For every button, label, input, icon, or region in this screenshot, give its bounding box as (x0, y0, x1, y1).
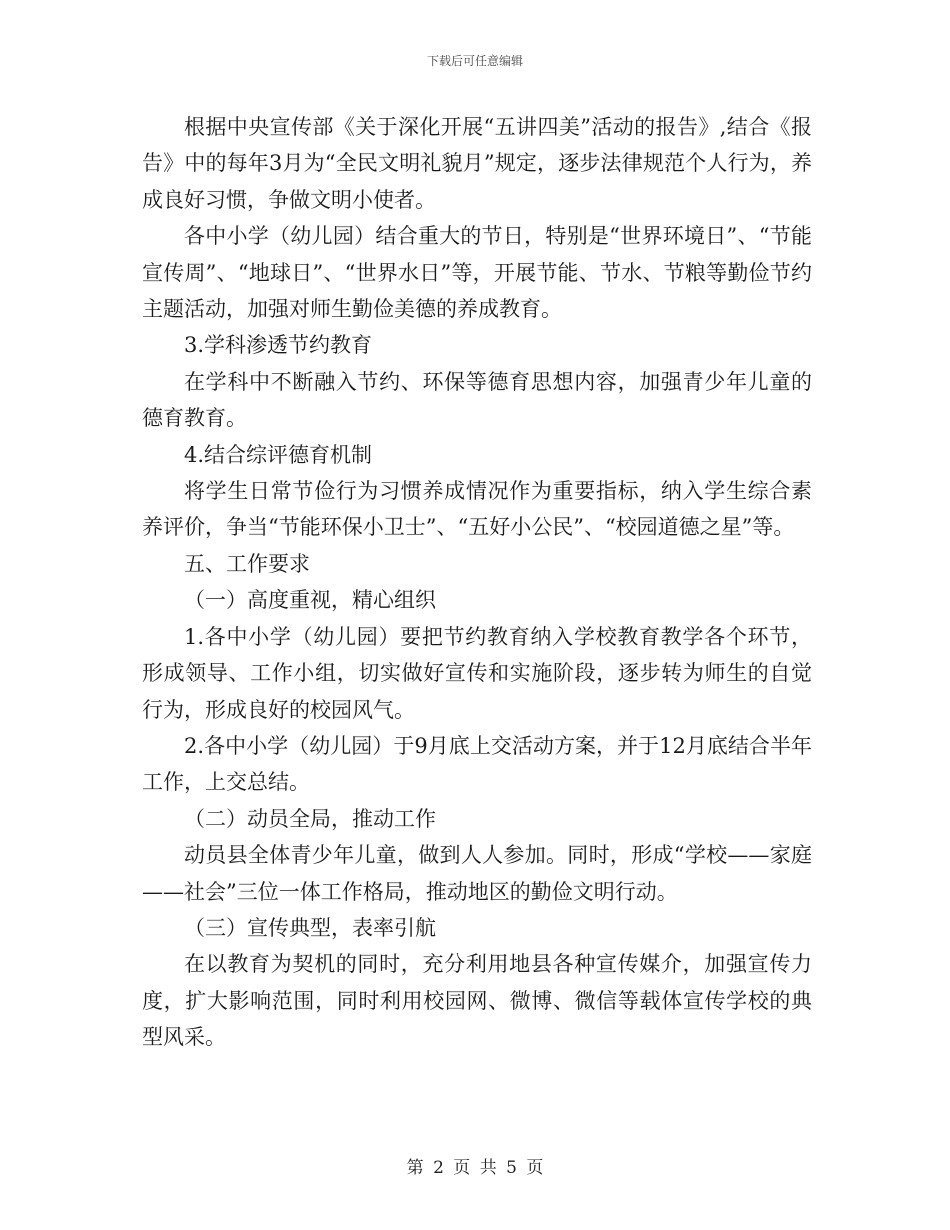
paragraph: 动员县全体青少年儿童，做到人人参加。同时，形成“学校——家庭——社会”三位一体工作格局，推动地区的勤俭文明行动。 (142, 843, 812, 904)
paragraph: 1.各中小学（幼儿园）要把节约教育纳入学校教育教学各个环节，形成领导、工作小组，切实做好宣传和实施阶段，逐步转为师生的自觉行为，形成良好的校园风气。 (142, 624, 812, 722)
page-header: 下载后可任意编辑 (426, 54, 523, 68)
section-heading: 4.结合综评德育机制 (184, 442, 373, 467)
section-heading: 五、工作要求 (184, 551, 310, 576)
paragraph: 根据中央宣传部《关于深化开展“五讲四美”活动的报告》,结合《报告》中的每年3月为“全民文明礼貌月”规定，逐步法律规范个人行为，养成良好习惯，争做文明小使者。 (142, 115, 812, 212)
subsection-heading: （三）宣传典型，表率引航 (184, 915, 436, 940)
section-heading: 3.学科渗透节约教育 (184, 333, 373, 358)
paragraph: 在以教育为契机的同时，充分利用地县各种宣传媒介，加强宣传力度，扩大影响范围，同时利用校园网、微博、微信等载体宣传学校的典型风采。 (142, 952, 812, 1050)
subsection-heading: （一）高度重视，精心组织 (184, 588, 436, 613)
paragraph: 2.各中小学（幼儿园）于9月底上交活动方案，并于12月底结合半年工作，上交总结。 (142, 733, 812, 795)
paragraph: 在学科中不断融入节约、环保等德育思想内容，加强青少年儿童的德育教育。 (142, 369, 812, 431)
subsection-heading: （二）动员全局，推动工作 (184, 806, 436, 831)
document-body (142, 109, 812, 1056)
page-number: 第 2 页 共 5 页 (406, 1158, 544, 1178)
paragraph: 将学生日常节俭行为习惯养成情况作为重要指标，纳入学生综合素养评价，争当“节能环保小卫士”、“五好小公民”、“校园道德之星”等。 (142, 479, 812, 540)
paragraph: 各中小学（幼儿园）结合重大的节日，特别是“世界环境日”、“节能宣传周”、“地球日”、“世界水日”等，开展节能、节水、节粮等勤俭节约主题活动，加强对师生勤俭美德的养成教育。 (142, 224, 812, 322)
